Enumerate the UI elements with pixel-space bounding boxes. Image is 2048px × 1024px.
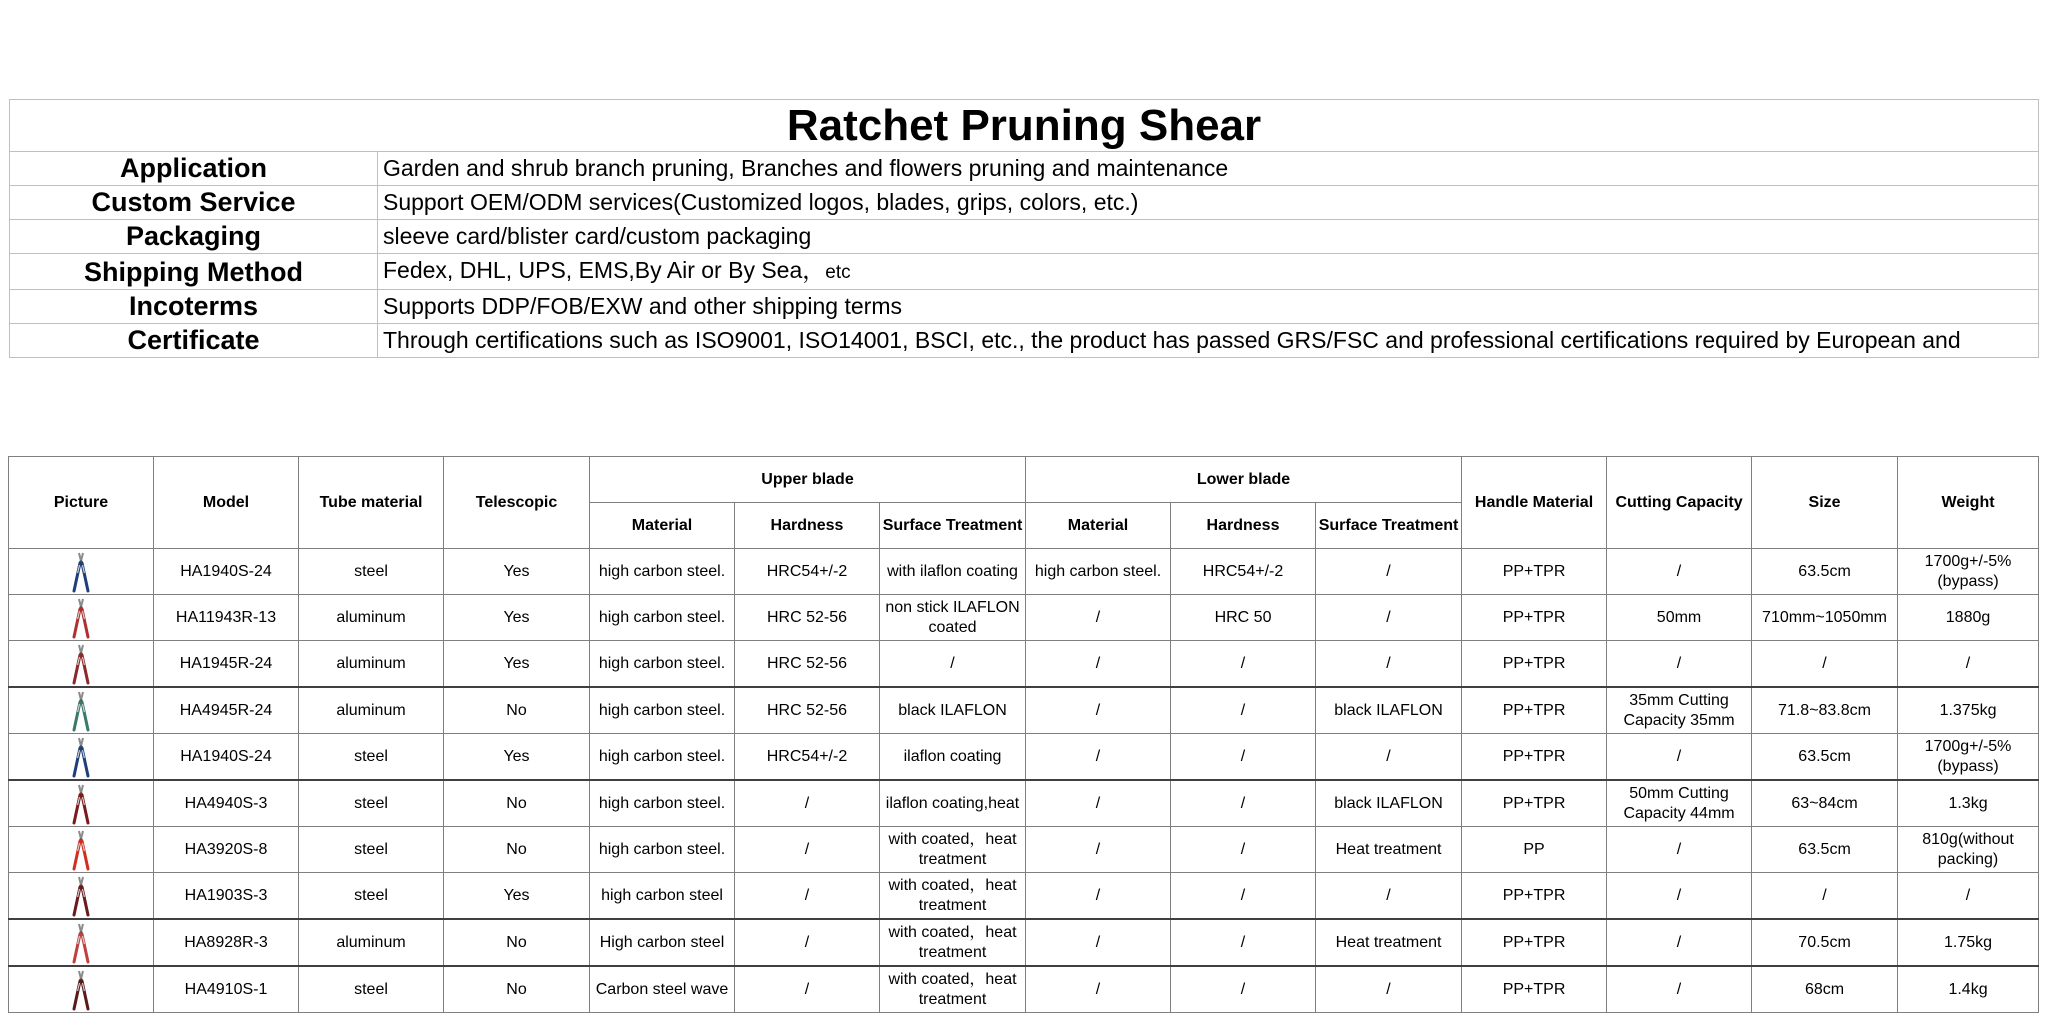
lower-material-cell: / xyxy=(1026,873,1171,920)
size-cell: / xyxy=(1752,641,1898,688)
upper-material-cell: high carbon steel. xyxy=(590,641,735,688)
shipping-method-suffix: etc xyxy=(825,262,851,283)
info-label-custom-service: Custom Service xyxy=(10,186,378,220)
picture-cell xyxy=(9,595,154,641)
lower-surface-cell: / xyxy=(1316,641,1462,688)
lower-hardness-cell: / xyxy=(1171,734,1316,781)
col-header-size: Size xyxy=(1752,457,1898,549)
lower-hardness-cell: / xyxy=(1171,919,1316,966)
telescopic-cell: Yes xyxy=(444,595,590,641)
upper-surface-cell: ilaflon coating,heat xyxy=(880,780,1026,827)
table-row xyxy=(9,919,2039,966)
weight-cell: 1.3kg xyxy=(1898,780,2039,827)
col-header-upper-material: Material xyxy=(590,503,735,549)
table-row xyxy=(9,641,2039,688)
upper-material-cell: high carbon steel. xyxy=(590,549,735,595)
table-row xyxy=(9,966,2039,1013)
weight-cell: 810g(without packing) xyxy=(1898,827,2039,873)
col-header-upper-surface: Surface Treatment xyxy=(880,503,1026,549)
cutting-capacity-cell: 50mm Cutting Capacity 44mm xyxy=(1607,780,1752,827)
model-cell: HA4910S-1 xyxy=(154,966,299,1013)
lower-material-cell: high carbon steel. xyxy=(1026,549,1171,595)
table-row xyxy=(9,873,2039,920)
telescopic-cell: Yes xyxy=(444,641,590,688)
info-value-custom-service: Support OEM/ODM services(Customized logos, blades, grips, colors, etc.) xyxy=(378,186,2039,220)
col-header-cutting-capacity: Cutting Capacity xyxy=(1607,457,1752,549)
lower-surface-cell: / xyxy=(1316,873,1462,920)
pruning-shear-icon xyxy=(69,597,93,639)
picture-cell xyxy=(9,687,154,734)
lower-surface-cell: Heat treatment xyxy=(1316,919,1462,966)
lower-material-cell: / xyxy=(1026,827,1171,873)
tube-material-cell: steel xyxy=(299,966,444,1013)
telescopic-cell: No xyxy=(444,780,590,827)
cutting-capacity-cell: / xyxy=(1607,966,1752,1013)
handle-material-cell: PP+TPR xyxy=(1462,873,1607,920)
upper-surface-cell: black ILAFLON xyxy=(880,687,1026,734)
upper-surface-cell: / xyxy=(880,641,1026,688)
handle-material-cell: PP+TPR xyxy=(1462,595,1607,641)
col-header-upper-blade: Upper blade xyxy=(590,457,1026,503)
lower-material-cell: / xyxy=(1026,641,1171,688)
tube-material-cell: aluminum xyxy=(299,595,444,641)
upper-material-cell: high carbon steel. xyxy=(590,827,735,873)
table-row xyxy=(9,549,2039,595)
model-cell: HA4940S-3 xyxy=(154,780,299,827)
title-row xyxy=(10,100,2039,152)
cutting-capacity-cell: / xyxy=(1607,919,1752,966)
lower-hardness-cell: HRC 50 xyxy=(1171,595,1316,641)
upper-hardness-cell: / xyxy=(735,827,880,873)
model-cell: HA1940S-24 xyxy=(154,549,299,595)
size-cell: 710mm~1050mm xyxy=(1752,595,1898,641)
lower-hardness-cell: / xyxy=(1171,641,1316,688)
lower-material-cell: / xyxy=(1026,919,1171,966)
table-row xyxy=(9,827,2039,873)
info-value-packaging: sleeve card/blister card/custom packaging xyxy=(378,220,2039,254)
upper-hardness-cell: / xyxy=(735,966,880,1013)
size-cell: 63.5cm xyxy=(1752,549,1898,595)
lower-material-cell: / xyxy=(1026,734,1171,781)
handle-material-cell: PP+TPR xyxy=(1462,966,1607,1013)
upper-material-cell: high carbon steel. xyxy=(590,734,735,781)
upper-material-cell: Carbon steel wave xyxy=(590,966,735,1013)
info-value-shipping-method xyxy=(378,254,2039,290)
table-row xyxy=(9,734,2039,781)
telescopic-cell: No xyxy=(444,687,590,734)
model-cell: HA1940S-24 xyxy=(154,734,299,781)
handle-material-cell: PP+TPR xyxy=(1462,734,1607,781)
picture-cell xyxy=(9,873,154,920)
upper-material-cell: high carbon steel. xyxy=(590,595,735,641)
info-row-shipping-method xyxy=(10,254,2039,290)
upper-material-cell: high carbon steel. xyxy=(590,687,735,734)
pruning-shear-icon xyxy=(69,736,93,778)
upper-material-cell: high carbon steel. xyxy=(590,780,735,827)
cutting-capacity-cell: / xyxy=(1607,641,1752,688)
table-row xyxy=(9,687,2039,734)
tube-material-cell: aluminum xyxy=(299,641,444,688)
info-row-incoterms xyxy=(10,290,2039,324)
size-cell: 63.5cm xyxy=(1752,827,1898,873)
upper-hardness-cell: HRC54+/-2 xyxy=(735,734,880,781)
upper-hardness-cell: HRC 52-56 xyxy=(735,641,880,688)
picture-cell xyxy=(9,641,154,688)
telescopic-cell: Yes xyxy=(444,873,590,920)
lower-material-cell: / xyxy=(1026,780,1171,827)
cutting-capacity-cell: / xyxy=(1607,549,1752,595)
info-label-packaging: Packaging xyxy=(10,220,378,254)
lower-surface-cell: Heat treatment xyxy=(1316,827,1462,873)
info-label-shipping-method: Shipping Method xyxy=(10,254,378,290)
upper-hardness-cell: HRC 52-56 xyxy=(735,687,880,734)
info-label-incoterms: Incoterms xyxy=(10,290,378,324)
model-cell: HA4945R-24 xyxy=(154,687,299,734)
size-cell: 63~84cm xyxy=(1752,780,1898,827)
col-header-lower-material: Material xyxy=(1026,503,1171,549)
product-rows xyxy=(9,549,2039,1013)
upper-surface-cell: ilaflon coating xyxy=(880,734,1026,781)
picture-cell xyxy=(9,734,154,781)
telescopic-cell: No xyxy=(444,966,590,1013)
pruning-shear-icon xyxy=(69,875,93,917)
col-header-telescopic: Telescopic xyxy=(444,457,590,549)
pruning-shear-icon xyxy=(69,783,93,825)
handle-material-cell: PP+TPR xyxy=(1462,919,1607,966)
pruning-shear-icon xyxy=(69,551,93,593)
weight-cell: / xyxy=(1898,873,2039,920)
picture-cell xyxy=(9,827,154,873)
handle-material-cell: PP+TPR xyxy=(1462,641,1607,688)
upper-surface-cell: with ilaflon coating xyxy=(880,549,1026,595)
size-cell: 68cm xyxy=(1752,966,1898,1013)
upper-surface-cell: with coated，heat treatment xyxy=(880,827,1026,873)
upper-material-cell: high carbon steel xyxy=(590,873,735,920)
info-row-custom-service xyxy=(10,186,2039,220)
picture-cell xyxy=(9,966,154,1013)
model-cell: HA1945R-24 xyxy=(154,641,299,688)
lower-surface-cell: black ILAFLON xyxy=(1316,780,1462,827)
telescopic-cell: Yes xyxy=(444,734,590,781)
lower-hardness-cell: / xyxy=(1171,827,1316,873)
pruning-shear-icon xyxy=(69,829,93,871)
col-header-tube-material: Tube material xyxy=(299,457,444,549)
info-label-certificate: Certificate xyxy=(10,324,378,358)
lower-surface-cell: / xyxy=(1316,734,1462,781)
size-cell: 70.5cm xyxy=(1752,919,1898,966)
weight-cell: 1880g xyxy=(1898,595,2039,641)
weight-cell: 1700g+/-5%(bypass) xyxy=(1898,734,2039,781)
weight-cell: 1.4kg xyxy=(1898,966,2039,1013)
lower-surface-cell: / xyxy=(1316,966,1462,1013)
size-cell: / xyxy=(1752,873,1898,920)
handle-material-cell: PP+TPR xyxy=(1462,549,1607,595)
handle-material-cell: PP+TPR xyxy=(1462,687,1607,734)
tube-material-cell: steel xyxy=(299,873,444,920)
sheet-title: Ratchet Pruning Shear xyxy=(10,100,2039,152)
weight-cell: 1.75kg xyxy=(1898,919,2039,966)
info-label-application: Application xyxy=(10,152,378,186)
weight-cell: 1700g+/-5%(bypass) xyxy=(1898,549,2039,595)
handle-material-cell: PP xyxy=(1462,827,1607,873)
model-cell: HA1903S-3 xyxy=(154,873,299,920)
col-header-picture: Picture xyxy=(9,457,154,549)
info-row-application xyxy=(10,152,2039,186)
table-row xyxy=(9,780,2039,827)
picture-cell xyxy=(9,549,154,595)
upper-hardness-cell: / xyxy=(735,873,880,920)
info-row-packaging xyxy=(10,220,2039,254)
upper-material-cell: High carbon steel xyxy=(590,919,735,966)
lower-material-cell: / xyxy=(1026,595,1171,641)
lower-surface-cell: black ILAFLON xyxy=(1316,687,1462,734)
pruning-shear-icon xyxy=(69,690,93,732)
product-spec-table xyxy=(8,456,2039,1013)
col-header-lower-blade: Lower blade xyxy=(1026,457,1462,503)
col-header-weight: Weight xyxy=(1898,457,2039,549)
pruning-shear-icon xyxy=(69,969,93,1011)
header-row-1 xyxy=(9,457,2039,503)
upper-hardness-cell: / xyxy=(735,919,880,966)
upper-hardness-cell: / xyxy=(735,780,880,827)
tube-material-cell: aluminum xyxy=(299,919,444,966)
product-info-sheet xyxy=(9,99,2039,358)
size-cell: 63.5cm xyxy=(1752,734,1898,781)
upper-surface-cell: with coated，heat treatment xyxy=(880,919,1026,966)
upper-surface-cell: with coated，heat treatment xyxy=(880,873,1026,920)
size-cell: 71.8~83.8cm xyxy=(1752,687,1898,734)
upper-surface-cell: non stick ILAFLON coated xyxy=(880,595,1026,641)
lower-material-cell: / xyxy=(1026,687,1171,734)
lower-surface-cell: / xyxy=(1316,549,1462,595)
tube-material-cell: aluminum xyxy=(299,687,444,734)
upper-surface-cell: with coated，heat treatment xyxy=(880,966,1026,1013)
shipping-method-text: Fedex, DHL, UPS, EMS,By Air or By Sea， xyxy=(383,257,826,283)
cutting-capacity-cell: / xyxy=(1607,734,1752,781)
telescopic-cell: No xyxy=(444,827,590,873)
lower-hardness-cell: / xyxy=(1171,687,1316,734)
lower-hardness-cell: / xyxy=(1171,780,1316,827)
lower-material-cell: / xyxy=(1026,966,1171,1013)
weight-cell: / xyxy=(1898,641,2039,688)
cutting-capacity-cell: / xyxy=(1607,827,1752,873)
upper-hardness-cell: HRC 52-56 xyxy=(735,595,880,641)
model-cell: HA3920S-8 xyxy=(154,827,299,873)
col-header-model: Model xyxy=(154,457,299,549)
pruning-shear-icon xyxy=(69,922,93,964)
info-value-certificate: Through certifications such as ISO9001, ISO14001, BSCI, etc., the product has passed GRS/FSC and professional certifications required by European and xyxy=(378,324,2039,358)
handle-material-cell: PP+TPR xyxy=(1462,780,1607,827)
picture-cell xyxy=(9,780,154,827)
lower-hardness-cell: / xyxy=(1171,966,1316,1013)
weight-cell: 1.375kg xyxy=(1898,687,2039,734)
info-value-application: Garden and shrub branch pruning, Branches and flowers pruning and maintenance xyxy=(378,152,2039,186)
lower-hardness-cell: / xyxy=(1171,873,1316,920)
cutting-capacity-cell: 50mm xyxy=(1607,595,1752,641)
lower-surface-cell: / xyxy=(1316,595,1462,641)
cutting-capacity-cell: / xyxy=(1607,873,1752,920)
tube-material-cell: steel xyxy=(299,780,444,827)
tube-material-cell: steel xyxy=(299,549,444,595)
upper-hardness-cell: HRC54+/-2 xyxy=(735,549,880,595)
col-header-lower-hardness: Hardness xyxy=(1171,503,1316,549)
telescopic-cell: No xyxy=(444,919,590,966)
col-header-upper-hardness: Hardness xyxy=(735,503,880,549)
info-value-incoterms: Supports DDP/FOB/EXW and other shipping terms xyxy=(378,290,2039,324)
pruning-shear-icon xyxy=(69,643,93,685)
cutting-capacity-cell: 35mm Cutting Capacity 35mm xyxy=(1607,687,1752,734)
col-header-handle-material: Handle Material xyxy=(1462,457,1607,549)
picture-cell xyxy=(9,919,154,966)
telescopic-cell: Yes xyxy=(444,549,590,595)
tube-material-cell: steel xyxy=(299,827,444,873)
tube-material-cell: steel xyxy=(299,734,444,781)
table-row xyxy=(9,595,2039,641)
lower-hardness-cell: HRC54+/-2 xyxy=(1171,549,1316,595)
model-cell: HA11943R-13 xyxy=(154,595,299,641)
col-header-lower-surface: Surface Treatment xyxy=(1316,503,1462,549)
model-cell: HA8928R-3 xyxy=(154,919,299,966)
info-row-certificate xyxy=(10,324,2039,358)
